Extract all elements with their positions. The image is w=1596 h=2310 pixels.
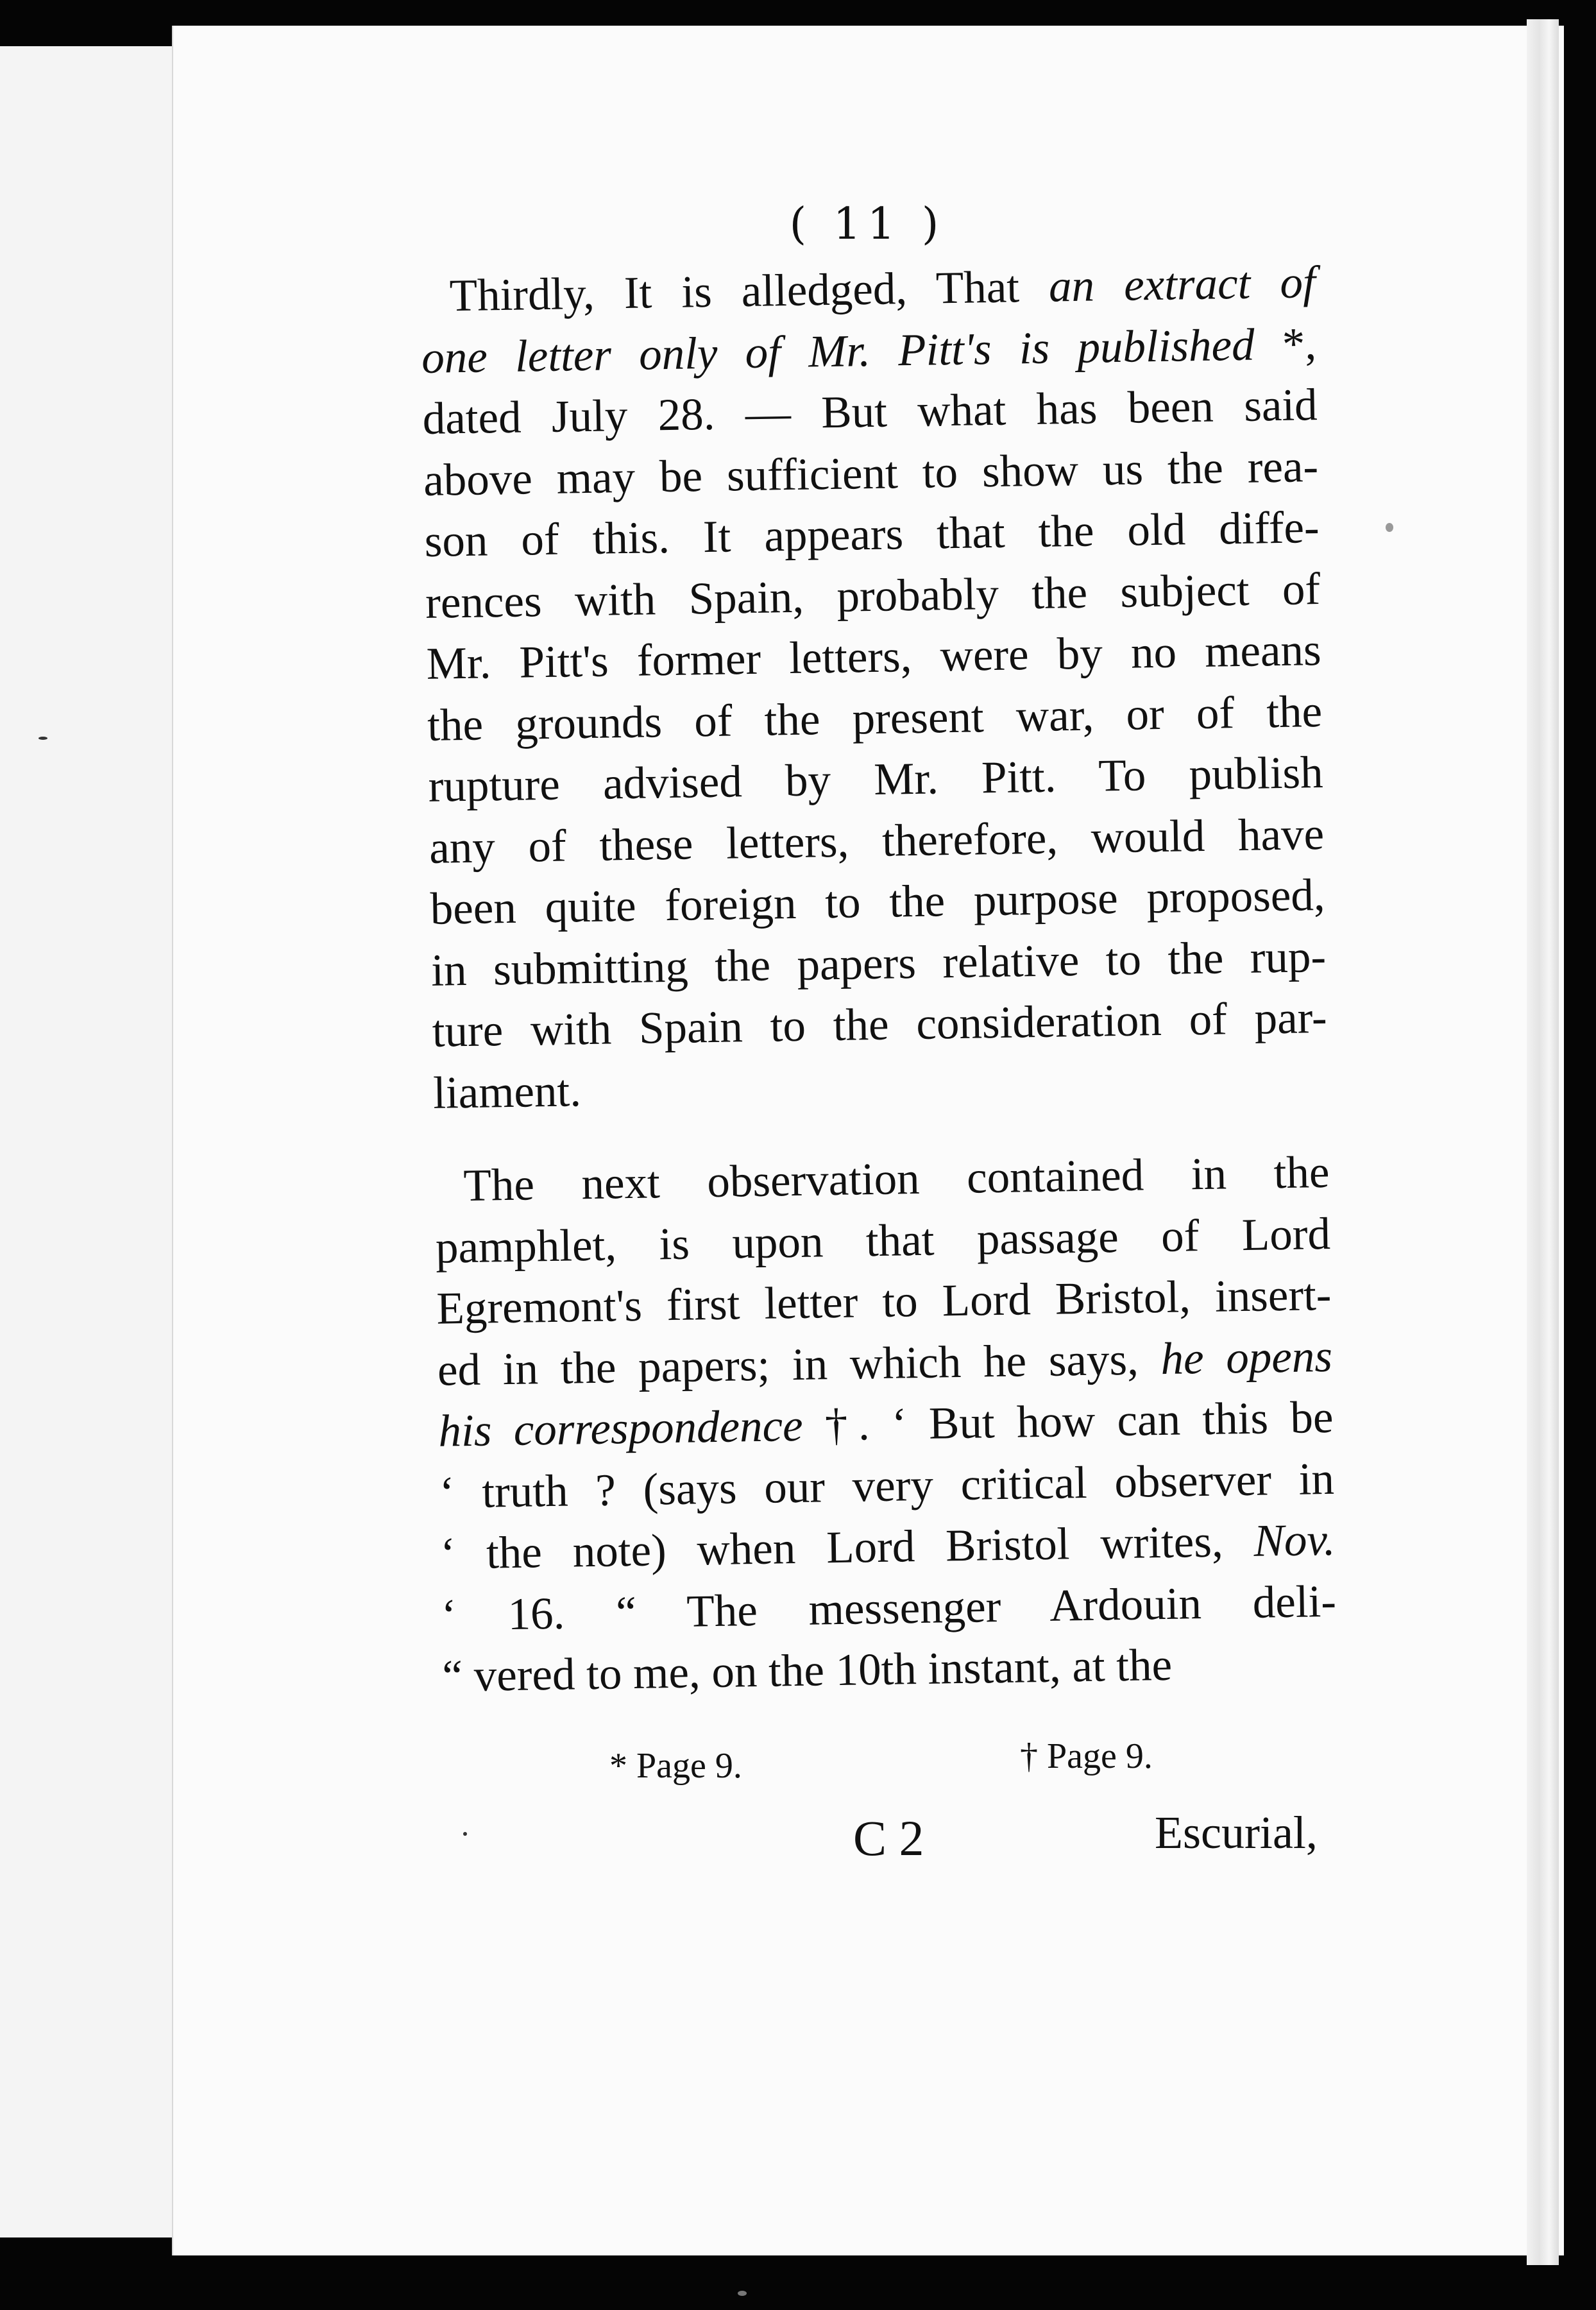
footnote-1: * Page 9.: [609, 1746, 742, 1786]
text-run: ‘ truth ? (says our very critical observer in: [439, 1453, 1335, 1518]
left-page-edge: [0, 46, 174, 2237]
text-run: dated July 28. — But what has been said: [422, 380, 1318, 444]
page-header: ( 11 ): [789, 199, 946, 250]
italic-text: an extract of: [1048, 257, 1316, 312]
text-run: rupture advised by Mr. Pitt. To publish: [428, 747, 1324, 812]
text-run: son of this. It appears that the old diffe-: [424, 502, 1320, 567]
ink-speck: [738, 2291, 747, 2296]
page-fore-edge: [1527, 19, 1559, 2265]
footnote-2: † Page 9.: [1020, 1736, 1153, 1776]
text-run: ed in the papers; in which he says,: [437, 1333, 1162, 1396]
text-run: above may be sufficient to show us the rea-: [423, 441, 1319, 506]
text-run: ‘ the note) when Lord Bristol writes,: [439, 1516, 1255, 1579]
italic-text: Nov.: [1253, 1514, 1336, 1566]
signature-mark: C 2: [853, 1810, 924, 1866]
catchword: Escurial,: [1155, 1807, 1318, 1858]
text-run: rences with Spain, probably the subject of: [425, 563, 1321, 628]
footnotes: [609, 1736, 1251, 1797]
text-run: Egremont's first letter to Lord Bristol, insert-: [436, 1269, 1332, 1334]
ink-speck: [1386, 523, 1393, 532]
text-run: pamphlet, is upon that passage of Lord: [435, 1208, 1331, 1273]
body-text: [420, 252, 1337, 1707]
text-run: *,: [1253, 318, 1317, 370]
text-run: Thirdly, It is alledged, That: [449, 261, 1049, 321]
text-run: Mr. Pitt's former letters, were by no means: [426, 625, 1322, 689]
paragraph: [420, 252, 1329, 1124]
text-run: ‘ 16. “ The messenger Ardouin deli-: [441, 1576, 1337, 1641]
text-run: any of these letters, therefore, would have: [429, 809, 1325, 873]
italic-text: one letter only of Mr. Pitt's is published: [421, 320, 1255, 383]
italic-text: his correspondence: [437, 1400, 804, 1457]
paragraph: [434, 1142, 1337, 1707]
text-run: ture with Spain to the consideration of par-: [432, 992, 1328, 1057]
text-run: “ vered to me, on the 10th instant, at the: [441, 1639, 1173, 1702]
ink-speck: [463, 1832, 467, 1836]
text-run: been quite foreign to the purpose proposed,: [430, 869, 1326, 934]
text-run: the grounds of the present war, or of the: [427, 686, 1323, 751]
text-run: liament.: [432, 1065, 582, 1118]
ink-speck: [38, 737, 47, 740]
text-run: in submitting the papers relative to the rup-: [430, 931, 1327, 996]
italic-text: he opens: [1160, 1331, 1333, 1384]
text-run: †. ‘ But how can this be: [802, 1392, 1334, 1451]
text-run: The next observation contained in the: [463, 1147, 1330, 1211]
